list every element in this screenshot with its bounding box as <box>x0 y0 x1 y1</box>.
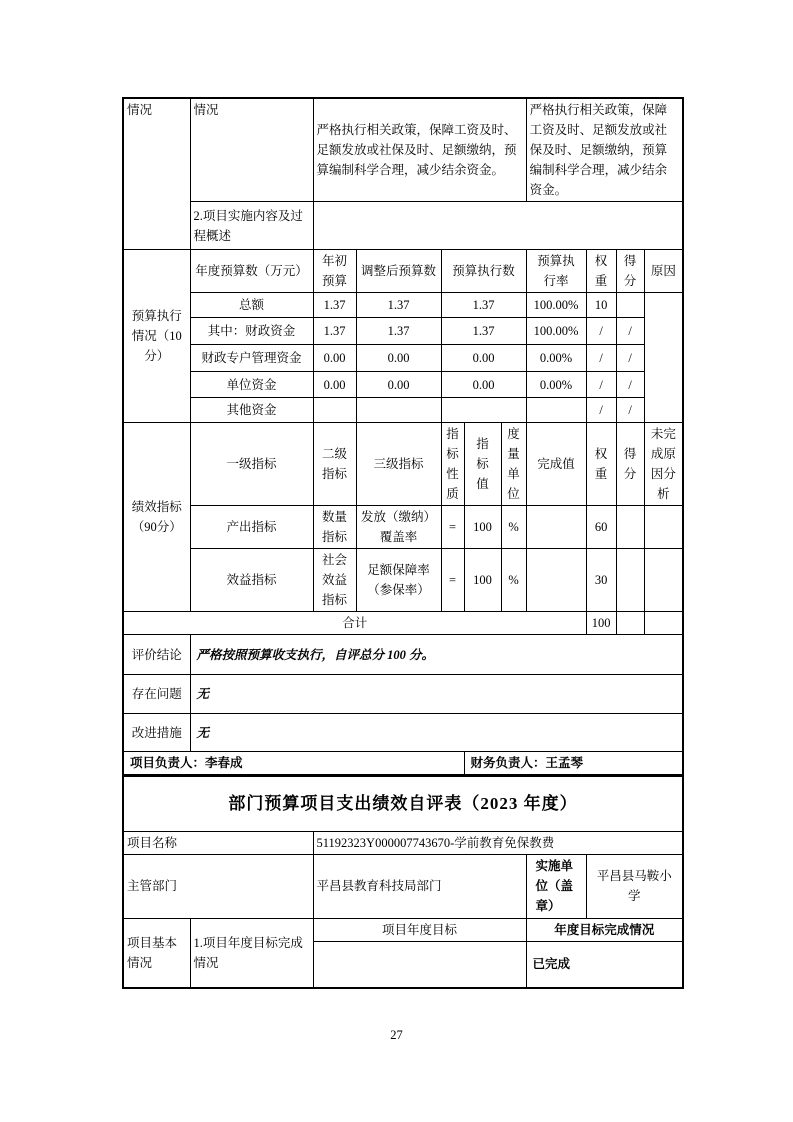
nature-value: = <box>441 506 464 549</box>
budget-header-reason: 原因 <box>644 250 683 293</box>
implementation-label: 2.项目实施内容及过程概述 <box>190 202 313 250</box>
executed-value: 0.00 <box>441 345 526 372</box>
adjusted-value: 1.37 <box>356 318 441 345</box>
department-value: 平昌县教育科技局部门 <box>313 854 526 918</box>
table-title: 部门预算项目支出绩效自评表（2023 年度） <box>123 776 683 831</box>
executed-value: 1.37 <box>441 293 526 318</box>
page-number: 27 <box>390 1028 403 1042</box>
rate-value: 100.00% <box>526 293 586 318</box>
total-score <box>616 612 644 635</box>
project-name-row <box>123 831 683 854</box>
executed-value <box>441 398 526 423</box>
reason-value <box>644 549 683 612</box>
department-label: 主管部门 <box>123 854 313 918</box>
problems-label: 存在问题 <box>123 675 190 714</box>
unit-value: % <box>501 506 526 549</box>
self-evaluation-table-2023 <box>122 775 684 989</box>
weight-value: / <box>586 372 616 398</box>
vertical-text: 指标值 <box>476 437 489 491</box>
weight-value: / <box>586 345 616 372</box>
adjusted-value: 0.00 <box>356 372 441 398</box>
total-reason <box>644 612 683 635</box>
goal-completion-item-label: 1.项目年度目标完成情况 <box>190 918 313 988</box>
budget-row-special-account <box>123 345 683 372</box>
table-row <box>123 202 683 250</box>
vertical-text: 指标性质 <box>446 427 459 501</box>
rate-value: 100.00% <box>526 318 586 345</box>
budget-header-rate: 预算执行率 <box>526 250 586 293</box>
budget-row-fiscal <box>123 318 683 345</box>
vertical-text: 权重 <box>594 447 608 481</box>
weight-value: / <box>586 318 616 345</box>
budget-reason-value <box>644 293 683 423</box>
goal-completion-header: 年度目标完成情况 <box>526 918 683 941</box>
budget-row-label: 其中：财政资金 <box>190 318 313 345</box>
weight-value: 30 <box>586 549 616 612</box>
conclusion-label: 评价结论 <box>123 635 190 675</box>
executed-value: 0.00 <box>441 372 526 398</box>
table-row <box>123 98 683 202</box>
nature-value: = <box>441 549 464 612</box>
indicator-total-row <box>123 612 683 635</box>
rate-value <box>526 398 586 423</box>
unit-value: % <box>501 549 526 612</box>
initial-value <box>313 398 356 423</box>
indicator-header-actual: 完成值 <box>526 423 586 506</box>
adjusted-value <box>356 398 441 423</box>
weight-value: 10 <box>586 293 616 318</box>
annual-goal-text: 严格执行相关政策，保障工资及时、足额发放或社保及时、足额缴纳，预算编制科学合理，减少结余资金。 <box>313 98 526 202</box>
score-value <box>616 293 644 318</box>
initial-value: 1.37 <box>313 318 356 345</box>
annual-goal-header: 项目年度目标 <box>313 918 526 941</box>
finance-lead: 财务负责人：王孟琴 <box>464 752 683 776</box>
indicator-header-score <box>616 423 644 506</box>
conclusion-value: 严格按照预算收支执行，自评总分 100 分。 <box>190 635 683 675</box>
budget-row-label: 财政专户管理资金 <box>190 345 313 372</box>
goal-header-row <box>123 918 683 941</box>
measures-label: 改进措施 <box>123 714 190 752</box>
level3-value: 足额保障率（参保率） <box>356 549 441 612</box>
initial-value: 0.00 <box>313 345 356 372</box>
implementation-value <box>313 202 683 250</box>
indicator-header-target <box>464 423 501 506</box>
budget-row-other-funds <box>123 398 683 423</box>
vertical-text: 度量单位 <box>507 427 520 501</box>
score-value: / <box>616 345 644 372</box>
initial-value: 0.00 <box>313 372 356 398</box>
weight-value: 60 <box>586 506 616 549</box>
implementing-unit-label: 实施单位（盖章） <box>526 854 586 918</box>
score-value: / <box>616 398 644 423</box>
measures-row <box>123 714 683 752</box>
project-lead: 项目负责人：李春成 <box>123 752 464 776</box>
responsible-persons-row <box>123 752 683 776</box>
table-title-row <box>123 776 683 831</box>
score-value: / <box>616 318 644 345</box>
basic-info-label: 项目基本情况 <box>123 918 190 988</box>
indicator-header-weight <box>586 423 616 506</box>
rate-value: 0.00% <box>526 372 586 398</box>
target-value: 100 <box>464 549 501 612</box>
score-value <box>616 549 644 612</box>
indicator-header-level1: 一级指标 <box>190 423 313 506</box>
budget-section-label: 预算执行情况（10分） <box>123 250 190 423</box>
measures-value: 无 <box>190 714 683 752</box>
project-name-label: 项目名称 <box>123 831 313 854</box>
level1-value: 效益指标 <box>190 549 313 612</box>
score-value <box>616 506 644 549</box>
target-value: 100 <box>464 506 501 549</box>
budget-header-executed: 预算执行数 <box>441 250 526 293</box>
budget-header-adjusted: 调整后预算数 <box>356 250 441 293</box>
budget-header-initial: 年初预算 <box>313 250 356 293</box>
indicator-row-output <box>123 506 683 549</box>
reason-value <box>644 506 683 549</box>
indicator-row-benefit <box>123 549 683 612</box>
score-value: / <box>616 372 644 398</box>
indicator-header-reason: 未完成原因分析 <box>644 423 683 506</box>
executed-value: 1.37 <box>441 318 526 345</box>
actual-value <box>526 506 586 549</box>
goal-completion-value: 已完成 <box>526 941 683 988</box>
carry-sub-label: 情况 <box>190 98 313 202</box>
project-name-value: 51192323Y000007743670-学前教育免保教费 <box>313 831 683 854</box>
budget-row-unit-funds <box>123 372 683 398</box>
budget-row-label: 单位资金 <box>190 372 313 398</box>
department-row <box>123 854 683 918</box>
actual-value <box>526 549 586 612</box>
vertical-text: 得分 <box>623 447 637 481</box>
indicator-header-level2: 二级指标 <box>313 423 356 506</box>
initial-value: 1.37 <box>313 293 356 318</box>
vertical-text: 得分 <box>623 254 637 288</box>
indicator-header-unit <box>501 423 526 506</box>
goal-completion-text: 严格执行相关政策，保障工资及时、足额发放或社保及时、足额缴纳，预算编制科学合理，减少结余资金。 <box>526 98 683 202</box>
self-evaluation-table-continuation <box>122 97 684 776</box>
conclusion-row <box>123 635 683 675</box>
implementing-unit-value: 平昌县马鞍小学 <box>586 854 683 918</box>
weight-value: / <box>586 398 616 423</box>
level3-value: 发放（缴纳）覆盖率 <box>356 506 441 549</box>
budget-header-annual: 年度预算数（万元） <box>190 250 313 293</box>
total-label: 合计 <box>123 612 586 635</box>
indicator-header-level3: 三级指标 <box>356 423 441 506</box>
problems-row <box>123 675 683 714</box>
indicator-header-row <box>123 423 683 506</box>
indicator-header-nature <box>441 423 464 506</box>
vertical-text: 权重 <box>594 254 608 288</box>
budget-row-label: 总额 <box>190 293 313 318</box>
adjusted-value: 1.37 <box>356 293 441 318</box>
carry-left-label: 情况 <box>123 98 190 250</box>
indicator-section-label: 绩效指标（90分） <box>123 423 190 612</box>
total-weight: 100 <box>586 612 616 635</box>
level2-value: 数量指标 <box>313 506 356 549</box>
budget-header-weight <box>586 250 616 293</box>
annual-goal-value <box>313 941 526 988</box>
rate-value: 0.00% <box>526 345 586 372</box>
budget-header-row <box>123 250 683 293</box>
budget-row-total <box>123 293 683 318</box>
level1-value: 产出指标 <box>190 506 313 549</box>
budget-header-score <box>616 250 644 293</box>
level2-value: 社会效益指标 <box>313 549 356 612</box>
budget-row-label: 其他资金 <box>190 398 313 423</box>
adjusted-value: 0.00 <box>356 345 441 372</box>
problems-value: 无 <box>190 675 683 714</box>
